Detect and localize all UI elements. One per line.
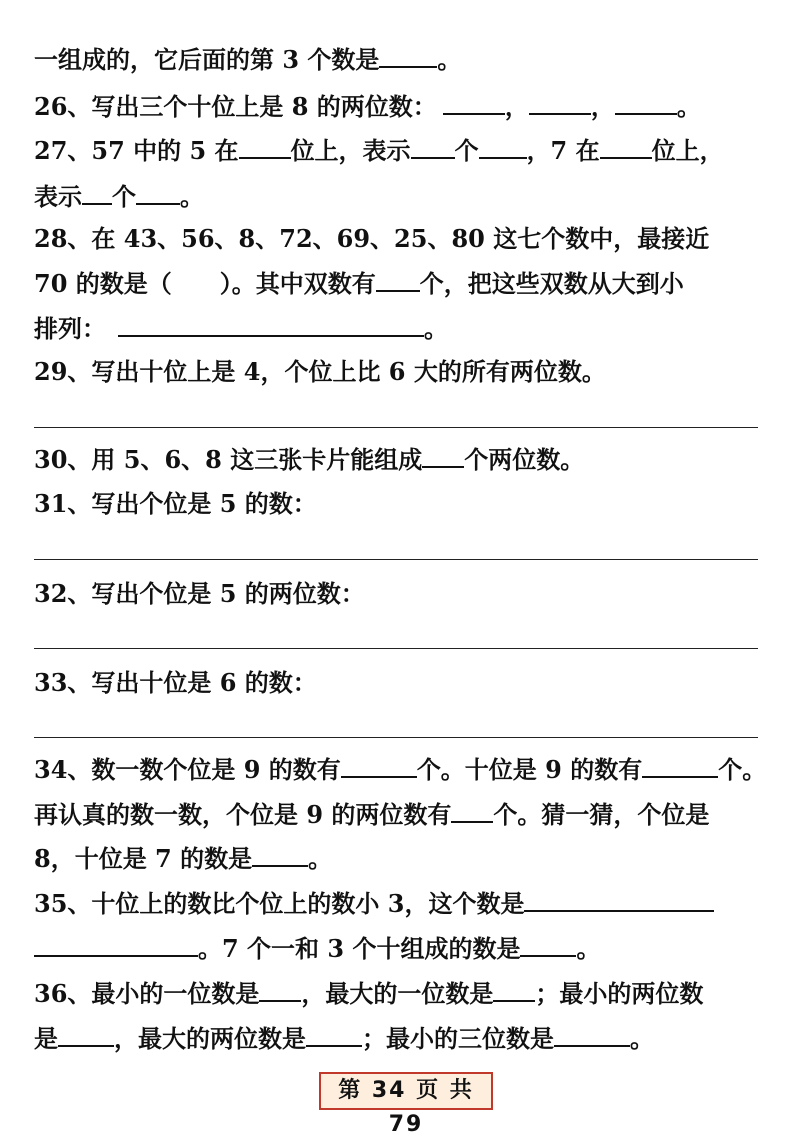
q25-text: 一组成的，它后面的第 3 个数是 [34,45,380,74]
answer-blank[interactable] [252,843,308,867]
answer-blank[interactable] [379,44,437,68]
question-35-continued [34,933,770,965]
question-27-continued [34,181,770,213]
answer-blank[interactable] [34,933,198,957]
q26-comma: ， [590,92,615,121]
q36-text: 36、最小的一位数是 [34,979,260,1008]
q26-comma: ， [504,92,529,121]
answer-blank[interactable] [615,91,677,115]
answer-blank[interactable] [642,754,718,778]
q36-text: ，最大的一位数是 [301,979,494,1008]
question-35 [34,888,770,920]
q28-text: 排列： [34,314,106,343]
answer-blank[interactable] [82,181,112,205]
q34-text: 个。猜一猜，个位是 [493,800,710,829]
q29-text: 29、写出十位上是 4，个位上比 6 大的所有两位数。 [34,357,606,386]
q27-text: 位上， [651,136,724,165]
q27-text: 表示 [34,182,82,211]
question-28-sort-line [34,313,770,345]
q26-end: 。 [676,92,701,121]
answer-blank[interactable] [259,978,301,1002]
question-26 [34,91,770,123]
question-29 [34,356,770,388]
q26-text: 26、写出三个十位上是 8 的两位数： [34,92,437,121]
q36-text: ，最大的两位数是 [114,1024,306,1053]
answer-blank[interactable] [118,313,424,337]
q30-text: 个两位数。 [464,445,585,474]
q27-text: 27、57 中的 5 在 [34,136,239,165]
q35-text: 35、十位上的数比个位上的数小 3，这个数是 [34,889,525,918]
answer-blank[interactable] [479,135,527,159]
answer-line-31[interactable] [34,559,758,560]
q34-text: 8，十位是 7 的数是 [34,844,253,873]
question-25-continued [34,44,770,76]
question-34-continued [34,799,770,831]
q28-text: 70 的数是（ ）。其中双数有 [34,269,376,298]
q36-text: ；最小的两位数 [535,979,704,1008]
q32-text: 32、写出个位是 5 的两位数： [34,579,365,608]
q33-text: 33、写出十位是 6 的数： [34,668,317,697]
q27-text: 位上，表示 [290,136,411,165]
answer-blank[interactable] [376,268,420,292]
q34-text: 个。 [718,755,767,784]
page-number-badge [319,1072,493,1137]
question-34-guess [34,843,770,875]
q36-text: 是 [34,1024,58,1053]
answer-blank[interactable] [554,1023,630,1047]
question-33 [34,667,770,699]
q27-text: ，7 在 [526,136,600,165]
q35-end: 。 [576,934,601,963]
q27-text: 个 [112,182,136,211]
q35-text: 。7 个一和 3 个十组成的数是 [198,934,521,963]
answer-blank[interactable] [600,135,652,159]
page-number-label: 第 34 页 共 79 [338,1078,474,1137]
answer-blank[interactable] [451,799,493,823]
answer-blank[interactable] [520,933,576,957]
q34-text: 再认真的数一数，个位是 9 的两位数有 [34,800,452,829]
question-31 [34,488,770,520]
answer-blank[interactable] [524,888,714,912]
answer-blank[interactable] [529,91,591,115]
question-34 [34,754,770,786]
q27-text: 个 [454,136,479,165]
q34-text: 34、数一数个位是 9 的数有 [34,755,341,784]
question-28 [34,223,770,255]
question-36-continued [34,1023,770,1055]
answer-blank[interactable] [411,135,455,159]
answer-line-33[interactable] [34,737,758,738]
q25-end: 。 [437,45,462,74]
q31-text: 31、写出个位是 5 的数： [34,489,317,518]
answer-blank[interactable] [239,135,291,159]
answer-blank[interactable] [422,444,464,468]
q28-text: 28、在 43、56、8、72、69、25、80 这七个数中，最接近 [34,224,710,253]
answer-blank[interactable] [306,1023,362,1047]
q36-end: 。 [630,1024,654,1053]
question-27 [34,135,770,167]
answer-blank[interactable] [341,754,417,778]
answer-line-32[interactable] [34,648,758,649]
q27-end: 。 [180,182,204,211]
question-36 [34,978,770,1010]
q28-text: 个，把这些双数从大到小 [419,269,684,298]
question-30 [34,444,770,476]
answer-blank[interactable] [58,1023,114,1047]
q30-text: 30、用 5、6、8 这三张卡片能组成 [34,445,423,474]
question-32 [34,578,770,610]
answer-blank[interactable] [136,181,180,205]
q34-text: 个。十位是 9 的数有 [416,755,643,784]
answer-blank[interactable] [493,978,535,1002]
q28-end: 。 [424,314,448,343]
q34-end: 。 [308,844,333,873]
question-28-continued [34,268,770,300]
answer-blank[interactable] [443,91,505,115]
q36-text: ；最小的三位数是 [362,1024,554,1053]
answer-line-29[interactable] [34,427,758,428]
